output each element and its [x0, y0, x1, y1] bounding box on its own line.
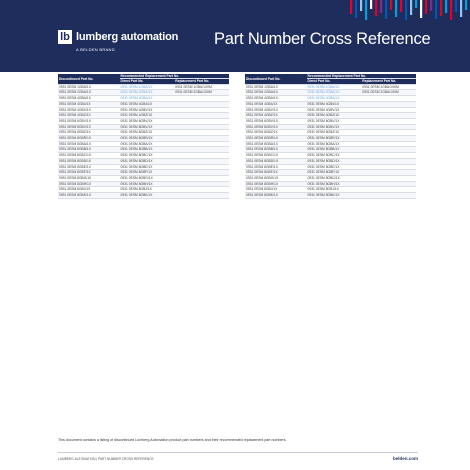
discontinued-part-cell: 0931 0ESM 8GBZ/1X — [58, 130, 120, 136]
discontinued-part-cell: 0931 0ESM 6GBV/1X — [245, 118, 307, 124]
cross-reference-table-right — [245, 74, 416, 199]
brand-name: lumberg automation — [76, 31, 179, 43]
discontinued-part-cell: 0931 0ESM 8GBF/1X — [245, 170, 307, 176]
discontinued-part-cell: 0931 0ESM 8GBJ/1X — [58, 187, 120, 193]
discontinued-part-cell: 0931 0ESM 4GBZ/1X — [58, 113, 120, 119]
header-replacement: Replacement Part No. — [361, 79, 416, 85]
logo-mark-icon: lb — [58, 30, 72, 44]
stripe-bar — [450, 0, 452, 20]
direct-part-cell: 0931 0ESM 4GBZ/1X — [120, 113, 175, 119]
table-body-left — [58, 84, 229, 198]
table-row — [245, 193, 416, 199]
discontinued-part-cell: 0931 0ESM 4GBV/1X — [245, 107, 307, 113]
discontinued-part-cell: 0931 0ESM 8GBH/1X — [245, 181, 307, 187]
stripe-bar — [430, 0, 432, 11]
stripe-bar — [370, 0, 372, 9]
direct-part-cell: 0931 0ESM 8GBF/1X — [120, 170, 175, 176]
discontinued-part-cell: 0931 0ESM 8GBR/1X — [245, 136, 307, 142]
discontinued-part-cell: 0931 0ESM 8GBV/1X — [58, 124, 120, 130]
direct-part-cell: 0931 0ESM 8GBK/1X — [307, 193, 362, 199]
table-row — [58, 90, 229, 96]
header-direct: Direct Part No. — [307, 79, 362, 85]
stripe-bar — [460, 0, 462, 17]
direct-part-cell: 0931 0ESM 8GBH/1X — [120, 181, 175, 187]
direct-part-cell: 0931 0ESM 8GBF/1X — [307, 170, 362, 176]
direct-part-cell: 0931 0ESM 2GBA/1X — [307, 90, 362, 96]
stripe-bar — [410, 0, 412, 15]
footer-website-link[interactable]: belden.com — [392, 456, 418, 461]
discontinued-part-cell: 0931 0ESM 2GBA/1X — [245, 90, 307, 96]
stripe-bar — [395, 0, 397, 17]
header-replacement-group: Recommended Replacement Part No. — [307, 74, 416, 79]
brand-tagline: A BELDEN BRAND — [76, 47, 115, 52]
discontinued-part-cell: 0931 0ESM 4GBA/1X — [245, 96, 307, 102]
discontinued-part-cell: 0931 0ESM 8GBF/1X — [58, 170, 120, 176]
header-discontinued: Discontinued Part No. — [58, 74, 120, 84]
direct-part-cell: 0931 0ESM 8GBA/1X — [120, 141, 175, 147]
discontinued-part-cell: 0931 0ESM 8GBE/1X — [58, 164, 120, 170]
discontinued-part-cell: 0931 0ESM 8GBC/1X — [245, 153, 307, 159]
discontinued-part-cell: 0931 0ESM 8GBZ/1X — [245, 130, 307, 136]
table-row — [245, 84, 416, 90]
direct-part-cell: 0931 0ESM 8GBA/1X — [307, 141, 362, 147]
header-banner — [0, 0, 470, 72]
brand-logo — [58, 30, 178, 44]
stripe-bar — [455, 0, 457, 12]
discontinued-part-cell: 0931 0ESM 1GBA/1X — [58, 84, 120, 90]
direct-part-cell: 0931 0ESM 4GBA/1X — [307, 96, 362, 102]
direct-part-cell: 0931 0ESM 8GBB/1X — [120, 147, 175, 153]
discontinued-part-cell: 0931 0ESM 8GBC/1X — [58, 153, 120, 159]
header-discontinued: Discontinued Part No. — [245, 74, 307, 84]
direct-part-cell: 0931 0ESM 8GBC/1X — [120, 153, 175, 159]
direct-part-cell: 0931 0ESM 1GBA/1X — [120, 84, 175, 90]
direct-part-cell: 0931 0ESM 8GBG/1X — [120, 175, 175, 181]
discontinued-part-cell: 0931 0ESM 8GBA/1X — [245, 141, 307, 147]
discontinued-part-cell: 0931 0ESM 4GB4/1X — [245, 101, 307, 107]
stripe-bar — [445, 0, 447, 13]
discontinued-part-cell: 0931 0ESM 8GBK/1X — [58, 193, 120, 199]
replacement-part-cell: 0931 0ESM 1GBA/1X0M — [361, 84, 416, 90]
discontinued-part-cell: 0931 0ESM 4GBV/1X — [58, 107, 120, 113]
table-row — [58, 193, 229, 199]
stripe-bar — [355, 0, 357, 18]
header-replacement-group: Recommended Replacement Part No. — [120, 74, 229, 79]
discontinued-part-cell: 0931 0ESM 8GBB/1X — [245, 147, 307, 153]
replacement-part-cell: 0931 0ESM 1GBA/1X0M — [174, 84, 229, 90]
stripe-bar — [365, 0, 367, 20]
direct-part-cell: 0931 0ESM 8GBJ/1X — [307, 187, 362, 193]
discontinued-part-cell: 0931 0ESM 4GBA/1X — [58, 96, 120, 102]
direct-part-cell: 0931 0ESM 8GBH/1X — [307, 181, 362, 187]
discontinued-part-cell: 0931 0ESM 4GBZ/1X — [245, 113, 307, 119]
discontinued-part-cell: 0931 0ESM 8GBG/1X — [245, 175, 307, 181]
stripe-bar — [390, 0, 392, 10]
footnote: This document contains a listing of discontinued Lumberg Automation product part numbers and their recommended replacement part numbers. — [58, 438, 287, 442]
table-body-right — [245, 84, 416, 198]
discontinued-part-cell: 0931 0ESM 1GBA/1X — [245, 84, 307, 90]
discontinued-part-cell: 0931 0ESM 8GBD/1X — [245, 158, 307, 164]
direct-part-cell: 0931 0ESM 6GBV/1X — [120, 118, 175, 124]
header-direct: Direct Part No. — [120, 79, 175, 85]
direct-part-cell: 0931 0ESM 8GBJ/1X — [120, 187, 175, 193]
stripe-bar — [385, 0, 387, 19]
discontinued-part-cell: 0931 0ESM 8GBJ/1X — [245, 187, 307, 193]
table-row — [58, 84, 229, 90]
direct-part-cell: 0931 0ESM 2GBA/1X — [120, 90, 175, 96]
replacement-part-cell: 0931 0ESM 2GBA/1X0M — [361, 90, 416, 96]
discontinued-part-cell: 0931 0ESM 8GBR/1X — [58, 136, 120, 142]
discontinued-part-cell: 0931 0ESM 8GBA/1X — [58, 141, 120, 147]
stripe-bar — [350, 0, 352, 14]
discontinued-part-cell: 0931 0ESM 8GBD/1X — [58, 158, 120, 164]
direct-part-cell: 0931 0ESM 4GBV/1X — [120, 107, 175, 113]
stripe-bar — [405, 0, 407, 20]
discontinued-part-cell: 0931 0ESM 8GBE/1X — [245, 164, 307, 170]
stripe-bar — [380, 0, 382, 13]
replacement-part-cell — [174, 193, 229, 199]
brand-stripes-graphic — [340, 0, 470, 20]
direct-part-cell: 0931 0ESM 4GBV/1X — [307, 107, 362, 113]
direct-part-cell: 0931 0ESM 8GBD/1X — [307, 158, 362, 164]
direct-part-cell: 0931 0ESM 4GB4/1X — [120, 101, 175, 107]
discontinued-part-cell: 0931 0ESM 8GBV/1X — [245, 124, 307, 130]
discontinued-part-cell: 0931 0ESM 8GBB/1X — [58, 147, 120, 153]
stripe-bar — [425, 0, 427, 14]
stripe-bar — [415, 0, 417, 8]
cross-reference-table-left — [58, 74, 229, 199]
direct-part-cell: 0931 0ESM 6GBV/1X — [307, 118, 362, 124]
discontinued-part-cell: 0931 0ESM 8GBG/1X — [58, 175, 120, 181]
stripe-bar — [375, 0, 377, 16]
direct-part-cell: 0931 0ESM 8GBV/1X — [307, 124, 362, 130]
stripe-bar — [400, 0, 402, 12]
discontinued-part-cell: 0931 0ESM 8GBH/1X — [58, 181, 120, 187]
direct-part-cell: 0931 0ESM 8GBZ/1X — [307, 130, 362, 136]
direct-part-cell: 0931 0ESM 8GBZ/1X — [120, 130, 175, 136]
direct-part-cell: 0931 0ESM 8GBD/1X — [120, 158, 175, 164]
stripe-bar — [465, 0, 467, 10]
direct-part-cell: 0931 0ESM 8GBE/1X — [120, 164, 175, 170]
replacement-part-cell: 0931 0ESM 2GBA/1X0M — [174, 90, 229, 96]
direct-part-cell: 0931 0ESM 1GBA/1X — [307, 84, 362, 90]
direct-part-cell: 0931 0ESM 8GBV/1X — [120, 124, 175, 130]
direct-part-cell: 0931 0ESM 4GBA/1X — [120, 96, 175, 102]
stripe-bar — [420, 0, 422, 18]
header-replacement: Replacement Part No. — [174, 79, 229, 85]
replacement-part-cell — [361, 193, 416, 199]
direct-part-cell: 0931 0ESM 8GBG/1X — [307, 175, 362, 181]
direct-part-cell: 0931 0ESM 8GBK/1X — [120, 193, 175, 199]
direct-part-cell: 0931 0ESM 8GBC/1X — [307, 153, 362, 159]
direct-part-cell: 0931 0ESM 8GBR/1X — [307, 136, 362, 142]
footer-document-info: LUMBERG AUTOMATION | PART NUMBER CROSS REFERENCE — [58, 457, 154, 461]
discontinued-part-cell: 0931 0ESM 8GBK/1X — [245, 193, 307, 199]
direct-part-cell: 0931 0ESM 4GBZ/1X — [307, 113, 362, 119]
table-row — [245, 90, 416, 96]
discontinued-part-cell: 0931 0ESM 4GB4/1X — [58, 101, 120, 107]
footer-divider — [58, 452, 418, 453]
discontinued-part-cell: 0931 0ESM 2GBA/1X — [58, 90, 120, 96]
stripe-bar — [360, 0, 362, 11]
stripe-bar — [435, 0, 437, 19]
page-title: Part Number Cross Reference — [214, 30, 431, 48]
direct-part-cell: 0931 0ESM 8GBR/1X — [120, 136, 175, 142]
discontinued-part-cell: 0931 0ESM 6GBV/1X — [58, 118, 120, 124]
direct-part-cell: 0931 0ESM 8GBE/1X — [307, 164, 362, 170]
direct-part-cell: 0931 0ESM 4GB4/1X — [307, 101, 362, 107]
direct-part-cell: 0931 0ESM 8GBB/1X — [307, 147, 362, 153]
stripe-bar — [440, 0, 442, 16]
